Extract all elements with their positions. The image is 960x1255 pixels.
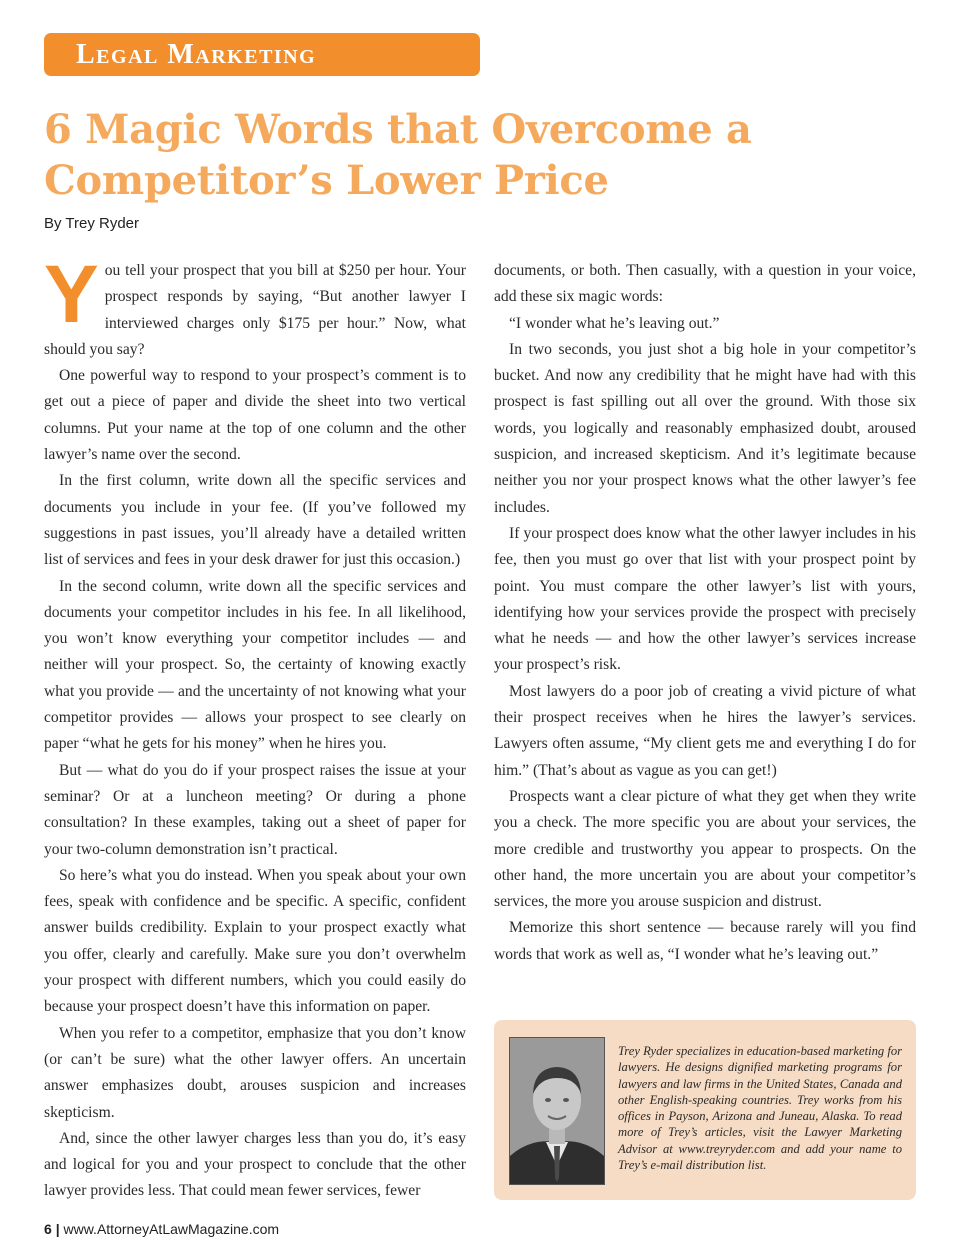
paragraph-4: In the second column, write down all the specific services and documents your competitor includes in his fee. In all likelihood, you won’t know everything your competitor includes — and neither will your prospect. So, the certainty of knowing exactly what you provide — and the uncertainty of not knowing what your competitor provides — allows your prospect to see clearly on paper “what he gets for his money” when he hires you.	[44, 577, 466, 753]
author-bio-box	[494, 1020, 916, 1200]
page-number: 6	[44, 1221, 52, 1237]
paragraph-13: Most lawyers do a poor job of creating a vivid picture of what their prospect receives when he hires the lawyer’s services. Lawyers often assume, “My client gets me and everything I do for him.” (That’s about as vague as you can get!)	[494, 682, 916, 779]
footer-url[interactable]: www.AttorneyAtLawMagazine.com	[63, 1221, 280, 1237]
paragraph-5: But — what do you do if your prospect raises the issue at your seminar? Or at a luncheon meeting? Or during a phone consultation? In these examples, taking out a sheet of paper for your two-column demonstration isn’t practical.	[44, 761, 466, 858]
paragraph-10: “I wonder what he’s leaving out.”	[509, 314, 720, 332]
paragraph-2: One powerful way to respond to your prospect’s comment is to get out a piece of paper and divide the sheet into two vertical columns. Put your name at the top of one column and the other lawyer’s name over the second.	[44, 367, 466, 464]
paragraph-1	[44, 249, 466, 363]
page-footer	[44, 1221, 279, 1237]
paragraph-1-text: ou tell your prospect that you bill at $250 per hour. Your prospect responds by saying, “But another lawyer I interviewed charges only $175 per hour.” Now, what should you say?	[44, 262, 466, 358]
paragraph-11: In two seconds, you just shot a big hole in your competitor’s bucket. And now any credibility that he might have had with this prospect is fast spilling out all over the ground. With those six words, you logically and reasonably emphasized doubt, aroused suspicion, and increased skepticism. And it’s legitimate because neither you nor your prospect knows what the other lawyer’s fee includes.	[494, 340, 916, 516]
author-portrait-icon	[510, 1038, 604, 1184]
left-column	[44, 249, 466, 1205]
paragraph-6: So here’s what you do instead. When you speak about your own fees, speak with confidence and be specific. A specific, confident answer builds credibility. Explain to your prospect exactly what you offer, clearly and carefully. Make sure you don’t overwhelm your prospect with different numbers, which you could easily do because your prospect doesn’t have this information on paper.	[44, 866, 466, 1016]
section-tab-label: Legal Marketing	[76, 39, 317, 70]
drop-cap: Y	[44, 249, 99, 340]
paragraph-12: If your prospect does know what the other lawyer includes in his fee, then you must go over that list with your prospect point by point. You must compare the other lawyer’s list with yours, identifying how your services provide the prospect with precisely what he needs — and how the other lawyer’s services increase your prospect’s risk.	[494, 524, 916, 674]
section-tab	[44, 33, 480, 76]
footer-separator: |	[55, 1221, 60, 1237]
paragraph-9: documents, or both. Then casually, with a question in your voice, add these six magic words:	[494, 262, 916, 306]
paragraph-15: Memorize this short sentence — because rarely will you find words that work as well as, “I wonder what he’s leaving out.”	[494, 919, 916, 963]
paragraph-14: Prospects want a clear picture of what they get when they write you a check. The more specific you are about your services, the more credible and trustworthy you appear to prospects. On the other hand, the more uncertain you are about your competitor’s services, the more you arouse suspicion and distrust.	[494, 787, 916, 911]
paragraph-7: When you refer to a competitor, emphasize that you don’t know (or can’t be sure) what the other lawyer offers. An uncertain answer emphasizes doubt, arouses suspicion and increases skepticism.	[44, 1024, 466, 1121]
byline: By Trey Ryder	[44, 215, 140, 232]
article-headline: 6 Magic Words that Overcome a Competitor’s Lower Price	[44, 106, 752, 204]
paragraph-8: And, since the other lawyer charges less than you do, it’s easy and logical for you and your prospect to conclude that the other lawyer provides less. That could mean fewer services, fewer	[44, 1129, 466, 1200]
paragraph-3: In the first column, write down all the specific services and documents you include in your fee. (If you’ve followed my suggestions in past issues, you’ll already have a detailed written list of services and fees in your desk drawer for just this occasion.)	[44, 472, 466, 569]
author-bio-text: Trey Ryder specializes in education-based marketing for lawyers. He designs dignified marketing programs for lawyers and law firms in the United States, Canada and other English-speaking countries. Trey works from his offices in Payson, Arizona and Juneau, Alaska. To read more of Trey’s articles, visit the Lawyer Marketing Advisor at www.treyryder.com and add your name to Trey’s e-mail distribution list.	[618, 1044, 903, 1173]
author-photo	[509, 1037, 605, 1185]
right-column	[494, 258, 916, 968]
